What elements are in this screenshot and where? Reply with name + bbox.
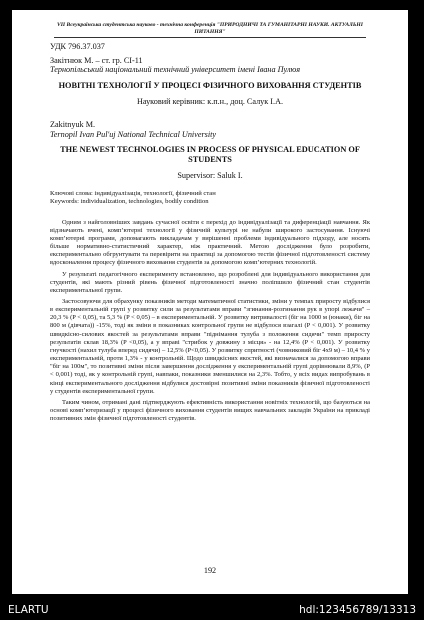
title-en: THE NEWEST TECHNOLOGIES IN PROCESS OF PHYSICAL EDUCATION OF STUDENTS [60, 145, 360, 165]
supervisor-ua: Науковий керівник: к.п.н., доц. Салук І.А. [136, 96, 284, 106]
udc-code: УДК 796.37.037 [50, 42, 105, 52]
footer-bar [0, 600, 424, 620]
body-paragraph: Одним з найголовніших завдань сучасної освіти є перехід до індивідуалізації та диференціації навчання. Як відзначають вчені, комп’ютерні технології у фізичній культурі не набули широкого застосування. Існуючі комп’ютерні програми, допомагають викладачам у вирішенні проблеми індивідуального підходу, але носять більше нормативно-статистичний характер, ніж практичний. Метою дослідження було розробити, експериментально обгрунтувати та перевірити на практиці за допомогою тестів фізичної підготовленості систему вдосконалення процесу фізичного виховання студентів за допомогою комп’ютерних технологій. [50, 218, 370, 267]
page-number: 192 [203, 566, 217, 575]
author-en: Zakitnyuk M. [50, 119, 96, 129]
affiliation-ua: Тернопільський національний технічний університет імені Івана Пулюя [50, 65, 301, 75]
keywords-en: Keywords: individualization, technologies, bodily condition [50, 198, 209, 206]
keywords-ua: Ключові слова: індивідуалізація, технології, фізичний стан [50, 190, 216, 198]
handle-id: hdl:123456789/13313 [299, 604, 416, 616]
repository-name: ELARTU [8, 604, 49, 616]
supervisor-en: Supervisor: Saluk I. [177, 171, 243, 181]
header-rule [54, 37, 366, 38]
document-page [12, 10, 408, 594]
body-paragraph: Застосовуючи для обрахунку показників методи математичної статистики, зміни у темпах приросту відбулися в експериментальній групі у розвитку сили за результатами вправи "згинання-розгинання рук в упорі лежачи" – 20,3 % (P < 0,05), та 5,3 % (P < 0,05) – в експериментальній. У розвитку витривалості (біг на 1000 м (юнаки), біг на 800 м (дівчата)) -15%, тоді як зміни в показниках контрольної групи не відбулося взагалі (P < 0,001). У розвитку швидкісно-силових якостей за результатами вправи "піднімання тулуба з положення сидячи" темп приросту результатів склав 18,3% (P <0,05), а у вправі "стрибок у довжину з місця» - на 12,4% (P < 0,001). У розвитку гнучкості (нахил тулуба вперед сидячи) – 12,5% (P<0,05). У розвитку спритності (човниковий біг 4х9 м) – 10,4 % у експериментальній, проти 1,3% - у контрольній. Щодо швидкісних якостей, які визначалися за допомогою вправи "біг на 100м", то позитивні зміни після завершення дослідження у експериментальній групі дорівнювали 8,9%, (P < 0,001) тоді, як у контрольній групі, навпаки, показники зменшилися на 2,3%. Тобто, у всіх видах випробувань в кінці експериментального дослідження відбулися достовірні позитивні зміни показників фізичної підготовленості у студентів експериментальної групи. [50, 297, 370, 395]
author-ua: Закітнюк М. – ст. гр. СІ-11 [50, 55, 143, 65]
body-paragraph: Таким чином, отримані дані підтверджують ефективність використання новітніх технологій, що базуються на основі комп’ютеризації у процесі фізичного виховання студентів вищих навчальних закладів України на прикладі позитивних змін фізичної підготовленості студентів. [50, 398, 370, 423]
conference-header: VII Всеукраїнська студентська науково - технічна конференція "ПРИРОДНИЧІ ТА ГУМАНІТАРНІ НАУКИ. АКТУАЛЬНІ ПИТАННЯ" [57, 22, 363, 35]
title-ua: НОВІТНІ ТЕХНОЛОГІЇ У ПРОЦЕСІ ФІЗИЧНОГО ВИХОВАННЯ СТУДЕНТІВ [58, 80, 362, 90]
affiliation-en: Ternopil Ivan Pul'uj National Technical University [50, 129, 217, 139]
body-paragraph: У результаті педагогічного експерименту встановлено, що розроблені для індивідуального використання для студентів, які мають різний рівень фізичної підготовленості значно поліпшило фізичний стан студентів експериментальної групи. [50, 270, 370, 294]
